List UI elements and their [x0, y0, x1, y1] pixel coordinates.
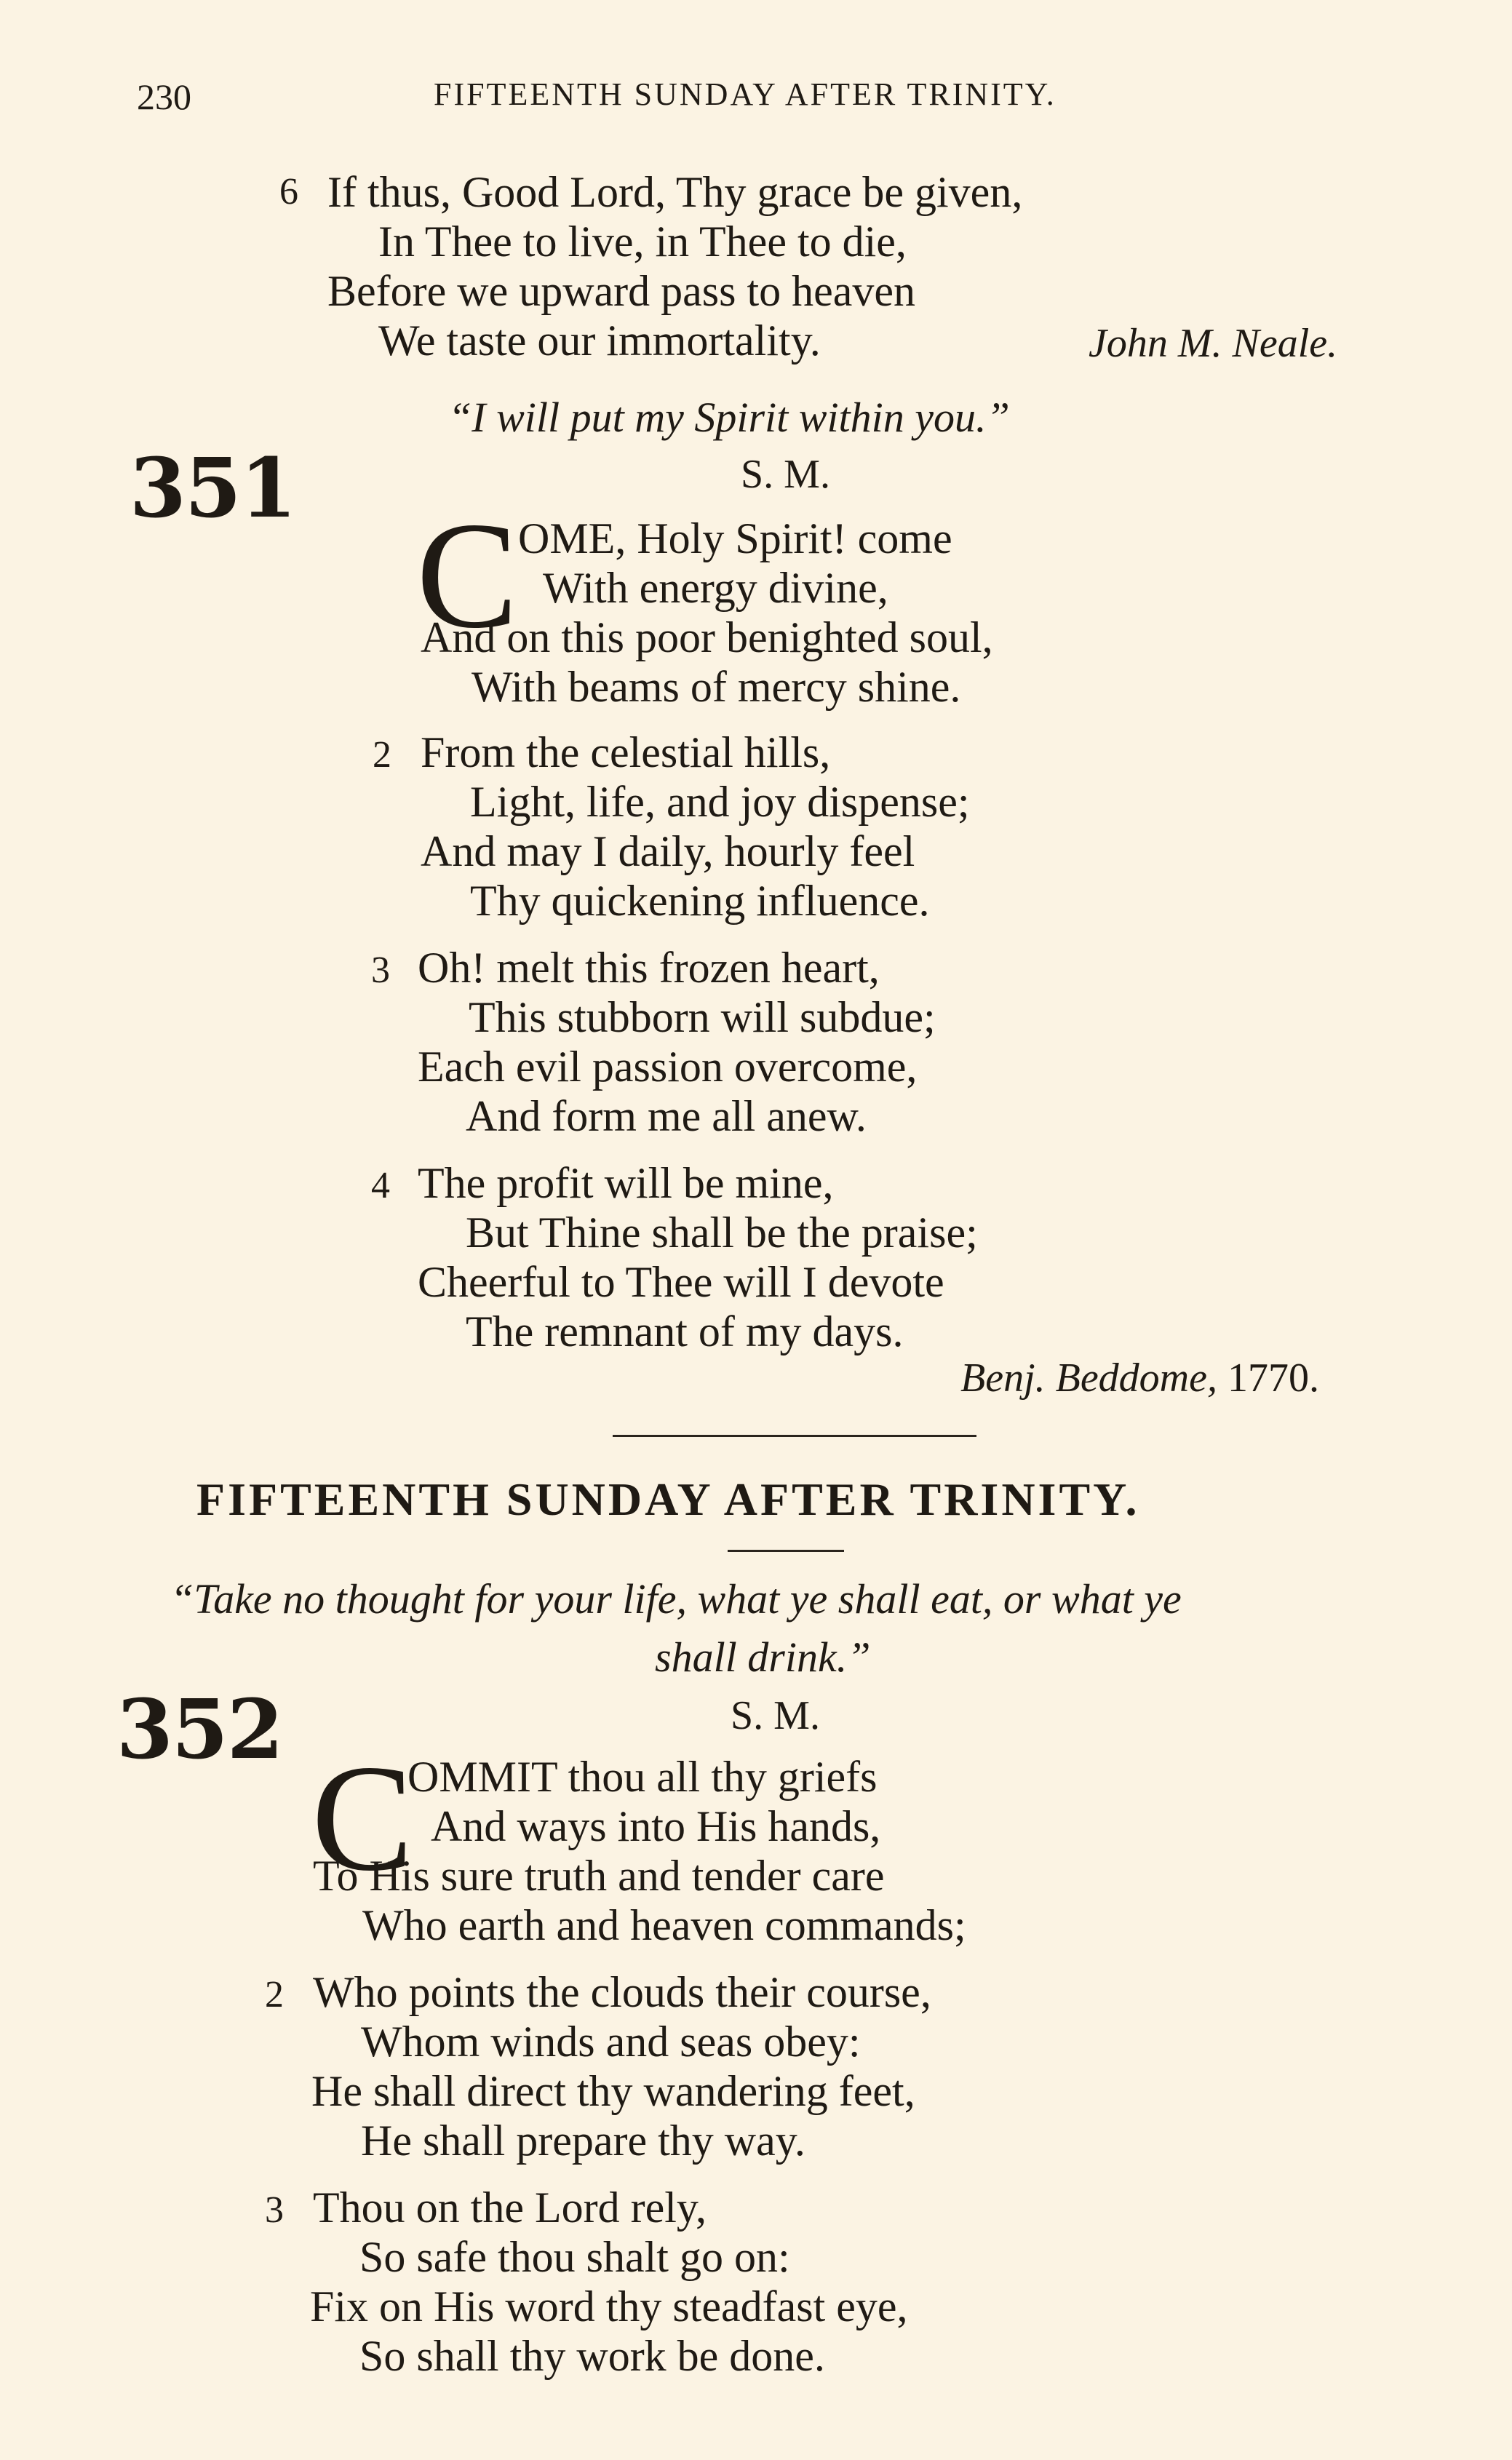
verse-line: We taste our immortality.	[378, 317, 821, 365]
verse-line: And on this poor benighted soul,	[421, 613, 993, 661]
verse-line: But Thine shall be the praise;	[466, 1209, 978, 1257]
verse-line: Whom winds and seas obey:	[361, 2018, 861, 2066]
verse-line: Each evil passion overcome,	[418, 1043, 918, 1091]
hymn-meter: S. M.	[731, 1693, 820, 1738]
verse-line: And ways into His hands,	[431, 1802, 881, 1850]
verse-line: Fix on His word thy steadfast eye,	[310, 2282, 908, 2330]
hymn-author: John M. Neale.	[1089, 321, 1338, 366]
section-heading: FIFTEENTH SUNDAY AFTER TRINITY.	[196, 1473, 1140, 1525]
heading-underline	[728, 1550, 844, 1552]
running-head: FIFTEENTH SUNDAY AFTER TRINITY.	[434, 76, 1057, 112]
stanza-number: 2	[373, 734, 391, 776]
verse-line: If thus, Good Lord, Thy grace be given,	[327, 168, 1023, 216]
verse-line: And form me all anew.	[466, 1092, 867, 1140]
verse-line: OMMIT thou all thy griefs	[407, 1753, 878, 1801]
verse-line: With beams of mercy shine.	[471, 663, 961, 711]
stanza-number: 3	[265, 2189, 284, 2231]
stanza-number: 2	[265, 1974, 284, 2015]
verse-line: So shall thy work be done.	[359, 2332, 825, 2380]
verse-line: Thou on the Lord rely,	[313, 2184, 707, 2232]
drop-cap: C	[416, 491, 519, 660]
hymn-year: 1770.	[1227, 1356, 1319, 1401]
verse-line: The profit will be mine,	[418, 1159, 834, 1207]
stanza-number: 4	[371, 1165, 390, 1206]
hymn-number: 352	[116, 1682, 282, 1778]
verse-line: OME, Holy Spirit! come	[518, 514, 952, 562]
stanza-number: 3	[371, 950, 390, 991]
drop-cap: C	[311, 1734, 414, 1903]
verse-line: So safe thou shalt go on:	[359, 2233, 790, 2281]
verse-line: And may I daily, hourly feel	[421, 827, 915, 875]
hymn-author: Benj. Beddome,	[960, 1356, 1217, 1401]
hymn-epigraph: “Take no thought for your life, what ye shall eat, or what ye	[170, 1575, 1182, 1623]
hymn-author-line	[960, 1355, 1319, 1401]
verse-line: In Thee to live, in Thee to die,	[378, 218, 907, 266]
verse-line: Who points the clouds their course,	[313, 1968, 931, 2016]
verse-line: Oh! melt this frozen heart,	[418, 944, 880, 992]
hymn-meter: S. M.	[741, 452, 830, 497]
hymn-epigraph: “I will put my Spirit within you.”	[448, 394, 1010, 441]
verse-line: From the celestial hills,	[421, 728, 831, 776]
verse-line: Cheerful to Thee will I devote	[418, 1258, 944, 1306]
verse-line: He shall direct thy wandering feet,	[311, 2067, 915, 2115]
verse-line: The remnant of my days.	[466, 1307, 904, 1356]
verse-line: With energy divine,	[543, 564, 888, 612]
stanza-number: 6	[279, 171, 298, 212]
verse-line: Who earth and heaven commands;	[362, 1901, 966, 1949]
page-number: 230	[137, 76, 191, 117]
verse-line: He shall prepare thy way.	[361, 2117, 805, 2165]
hymn-number: 351	[130, 441, 295, 536]
verse-line: This stubborn will subdue;	[469, 993, 936, 1041]
verse-line: Before we upward pass to heaven	[327, 267, 916, 315]
verse-line: To His sure truth and tender care	[313, 1852, 885, 1900]
hymn-epigraph-continued: shall drink.”	[655, 1633, 871, 1681]
verse-line: Light, life, and joy dispense;	[470, 778, 970, 826]
verse-line: Thy quickening influence.	[470, 877, 930, 925]
section-divider	[613, 1435, 976, 1437]
